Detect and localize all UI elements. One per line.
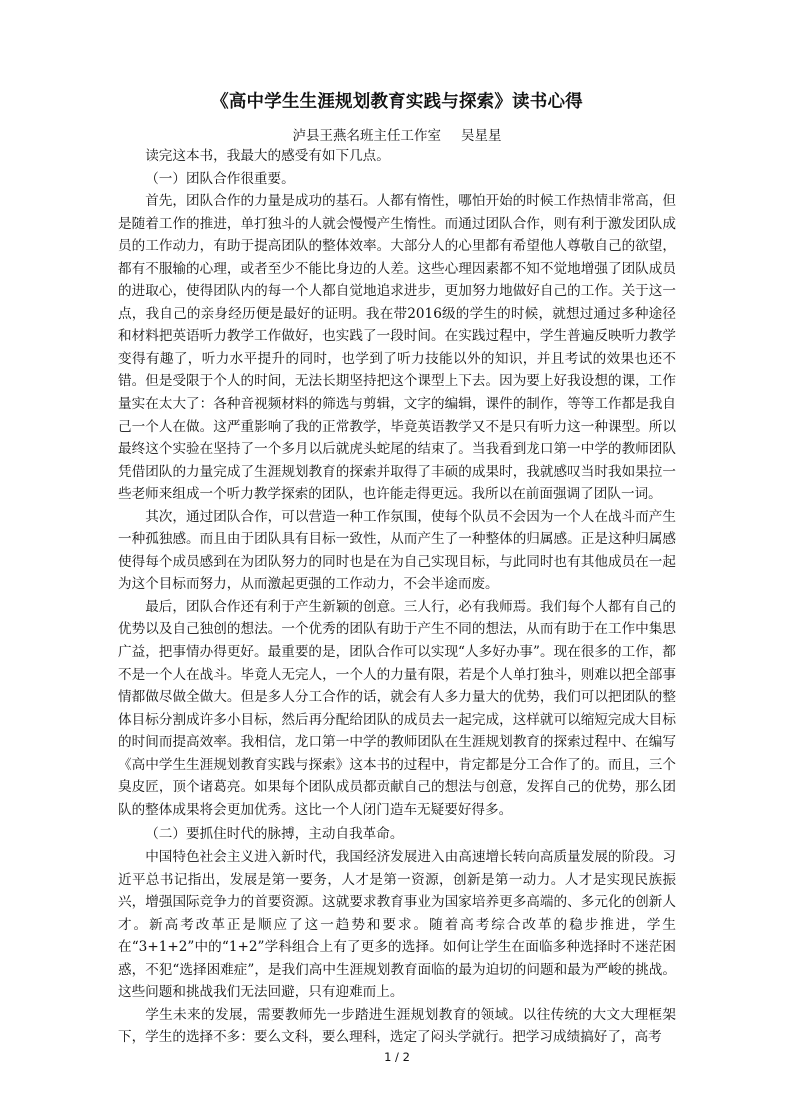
- page-number: 1 / 2: [384, 1050, 410, 1064]
- document-body: [118, 145, 676, 1049]
- byline: [118, 126, 676, 146]
- section-heading-era: （二）要抓住时代的脉搏，主动自我革命。: [145, 826, 404, 843]
- paragraph-first: 首先，团队合作的力量是成功的基石。人都有惰性，哪怕开始的时候工作热情非常高，但是随着工作的推进，单打独斗的人就会慢慢产生惰性。而通过团队合作，则有利于激发团队成员的工作动力，有助于提高团队的整体效率。大部分人的心里都有希望他人尊敬自己的欲望，都有不服输的心理，或者至少不能比身边的人差。这些心理因素都不知不觉地增强了团队成员的进取心，使得团队内的每一个人都自觉地追求进步，更加努力地做好自己的工作。关于这一点，我自己的亲身经历便是最好的证明。我在带2016级的学生的时候，就想过通过多种途径和材料把英语听力教学工作做好，也实践了一段时间。在实践过程中，学生普遍反映听力教学变得有趣了，听力水平提升的同时，也学到了听力技能以外的知识，并且考试的效果也还不错。但是受限于个人的时间，无法长期坚持把这个课型上下去。因为要上好我设想的课，工作量实在太大了：各种音视频材料的筛选与剪辑，文字的编辑，课件的制作，等等工作都是我自己一个人在做。这严重影响了我的正常教学，毕竟英语教学又不是只有听力这一种课型。所以最终这个实验在坚持了一个多月以后就虎头蛇尾的结束了。当我看到龙口第一中学的教师团队凭借团队的力量完成了生涯规划教育的探索并取得了丰硕的成果时，我就感叹当时我如果拉一些老师来组成一个听力教学探索的团队，也许能走得更远。我所以在前面强调了团队一词。: [118, 193, 676, 503]
- paragraph-second: 其次，通过团队合作，可以营造一种工作氛围，使每个队员不会因为一个人在战斗而产生一种孤独感。而且由于团队具有目标一致性，从而产生了一种整体的归属感。正是这种归属感使得每个成员感到在为团队努力的同时也是在为自己实现目标，与此同时也有其他成员在一起为这个目标而努力，从而激起更强的工作动力，不会半途而废。: [118, 508, 676, 593]
- byline-author: 吴星星: [461, 128, 502, 144]
- paragraph-new-era: 中国特色社会主义进入新时代，我国经济发展进入由高速增长转向高质量发展的阶段。习近平总书记指出，发展是第一要务，人才是第一资源，创新是第一动力。人才是实现民族振兴，增强国际竞争力的首要资源。这就要求教育事业为国家培养更多高端的、多元化的创新人才。新高考改革正是顺应了这一趋势和要求。随着高考综合改革的稳步推进，学生在“3+1+2”中的“1+2”学科组合上有了更多的选择。如何让学生在面临多种选择时不迷茫困惑，不犯“选择困难症”，是我们高中生涯规划教育面临的最为迫切的问题和最为严峻的挑战。这些问题和挑战我们无法回避，只有迎难而上。: [118, 848, 676, 1001]
- section-heading-teamwork: （一）团队合作很重要。: [145, 170, 295, 187]
- paragraph-last: 最后，团队合作还有利于产生新颖的创意。三人行，必有我师焉。我们每个人都有自己的优势以及自己独创的想法。一个优秀的团队有助于产生不同的想法，从而有助于在工作中集思广益，把事情办得更好。最重要的是，团队合作可以实现“人多好办事”。现在很多的工作，都不是一个人在战斗。毕竟人无完人，一个人的力量有限，若是个人单打独斗，则难以把全部事情都做尽做全做大。但是多人分工合作的话，就会有人多力量大的优势，我们可以把团队的整体目标分割成许多小目标，然后再分配给团队的成员去一起完成，这样就可以缩短完成大目标的时间而提高效率。我相信，龙口第一中学的教师团队在生涯规划教育的探索过程中、在编写《高中学生生涯规划教育实践与探索》这本书的过程中，肯定都是分工合作了的。而且，三个臭皮匠，顶个诸葛亮。如果每个团队成员都贡献自己的想法与创意，发挥自己的优势，那么团队的整体成果将会更加优秀。这比一个人闭门造车无疑要好得多。: [118, 598, 676, 818]
- document-title: 《高中学生生涯规划教育实践与探索》读书心得: [211, 92, 583, 112]
- paragraph-intro: 读完这本书，我最大的感受有如下几点。: [145, 148, 390, 164]
- byline-organization: 泸县王燕名班主任工作室: [292, 128, 441, 144]
- paragraph-student-future: 学生未来的发展，需要教师先一步踏进生涯规划教育的领域。以往传统的大文大理框架下，学生的选择不多：要么文科，要么理科，选定了闷头学就行。把学习成绩搞好了，高考: [118, 1006, 676, 1046]
